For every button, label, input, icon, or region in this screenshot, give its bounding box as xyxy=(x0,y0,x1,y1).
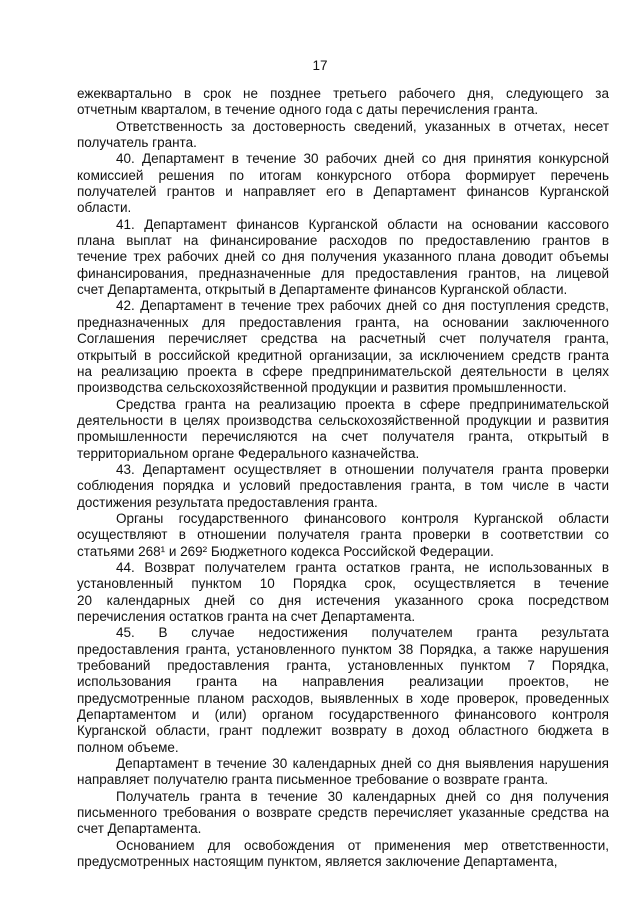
text-line: письменного требования о возврате средств перечисляет указанные средства на xyxy=(77,805,609,821)
text-line: 43. Департамент осуществляет в отношении получателя гранта проверки xyxy=(116,461,609,477)
text-line: 40. Департамент в течение 30 рабочих дней со дня принятия конкурсной xyxy=(116,151,609,167)
text-line: открытый в российской кредитной организации, за исключением средств гранта xyxy=(77,347,609,363)
text-line: производства сельскохозяйственной продукции и развития промышленности. xyxy=(77,380,567,396)
text-line: предоставления гранта, установленного пунктом 38 Порядка, а также нарушения xyxy=(77,641,609,657)
text-line: Средства гранта на реализацию проекта в сфере предпринимательской xyxy=(116,396,609,412)
text-line: получателей грантов и направляет его в Департамент финансов Курганской xyxy=(77,184,609,200)
text-line: 41. Департамент финансов Курганской области на основании кассового xyxy=(116,216,609,232)
text-line: направляет получателю гранта письменное требование о возврате гранта. xyxy=(77,772,549,788)
text-line: предусмотренных настоящим пунктом, является заключение Департамента, xyxy=(77,854,558,870)
text-line: области. xyxy=(77,200,132,216)
text-line: перечисления остатков гранта на счет Департамента. xyxy=(77,609,416,624)
text-line: соблюдения порядка и условий предоставления гранта, в том числе в части xyxy=(77,478,609,494)
text-line: плана выплат на финансирование расходов по предоставлению грантов в xyxy=(77,233,609,249)
text-line: 42. Департамент в течение трех рабочих дней со дня поступления средств, xyxy=(116,298,609,314)
text-line: установленный пунктом 10 Порядка срок, осуществляется в течение xyxy=(77,576,609,592)
text-line: Соглашения перечисляет средства на расчетный счет получателя гранта, xyxy=(77,331,609,347)
text-line: Органы государственного финансового контроля Курганской области xyxy=(116,510,609,526)
page-number: 17 xyxy=(312,58,328,73)
text-line: счет Департамента, открытый в Департаменте финансов Курганской области. xyxy=(77,282,568,298)
text-line: Основанием для освобождения от применения мер ответственности, xyxy=(116,837,609,853)
text-line: течение трех рабочих дней со дня получения указанного плана доводит объемы xyxy=(77,249,609,265)
text-line: комиссией решения по итогам конкурсного отбора формирует перечень xyxy=(77,167,609,183)
text-line: предназначенных для предоставления гранта, на основании заключенного xyxy=(77,314,609,330)
text-line: промышленности перечисляются на счет получателя гранта, открытый в xyxy=(77,429,609,445)
text-line: предусмотренные планом расходов, выявленных в ходе проверок, проведенных xyxy=(77,690,609,706)
text-line: финансирования, предназначенные для предоставления грантов, на лицевой xyxy=(77,265,609,281)
text-line: Курганской области, грант подлежит возврату в доход областного бюджета в xyxy=(77,723,609,739)
text-line: деятельности в целях производства сельскохозяйственной продукции и развития xyxy=(77,412,609,428)
text-line: 20 календарных дней со дня истечения указанного срока посредством xyxy=(77,592,609,608)
text-line: на реализацию проекта в сфере предпринимательской деятельности в целях xyxy=(77,363,609,379)
text-line: отчетным кварталом, в течение одного года с даты перечисления гранта. xyxy=(77,102,539,118)
text-line: Получатель гранта в течение 30 календарных дней со дня получения xyxy=(116,788,609,804)
text-line: получатель гранта. xyxy=(77,135,197,151)
text-line: полном объеме. xyxy=(77,739,179,755)
text-line: территориальном органе Федерального казначейства. xyxy=(77,445,420,461)
text-line: Ответственность за достоверность сведений, указанных в отчетах, несет xyxy=(116,118,609,134)
text-line: 45. В случае недостижения получателем гранта результата xyxy=(116,625,609,641)
text-line: счет Департамента. xyxy=(77,821,202,837)
text-line: Департаментом и (или) органом государственного финансового контроля xyxy=(77,707,609,723)
text-line: Департамент в течение 30 календарных дней со дня выявления нарушения xyxy=(116,756,609,772)
text-line: требований предоставления гранта, установленных пунктом 7 Порядка, xyxy=(77,658,609,674)
text-line: 44. Возврат получателем гранта остатков гранта, не использованных в xyxy=(116,559,609,575)
document-body xyxy=(77,86,609,871)
text-line: ежеквартально в срок не позднее третьего рабочего дня, следующего за xyxy=(77,86,609,101)
text-line: достижения результата предоставления гранта. xyxy=(77,494,378,510)
text-line: осуществляют в отношении получателя гранта проверки в соответствии со xyxy=(77,527,609,543)
text-line: использования гранта на направления реализации проектов, не xyxy=(77,674,609,690)
text-line: статьями 268¹ и 269² Бюджетного кодекса Российской Федерации. xyxy=(77,543,494,559)
